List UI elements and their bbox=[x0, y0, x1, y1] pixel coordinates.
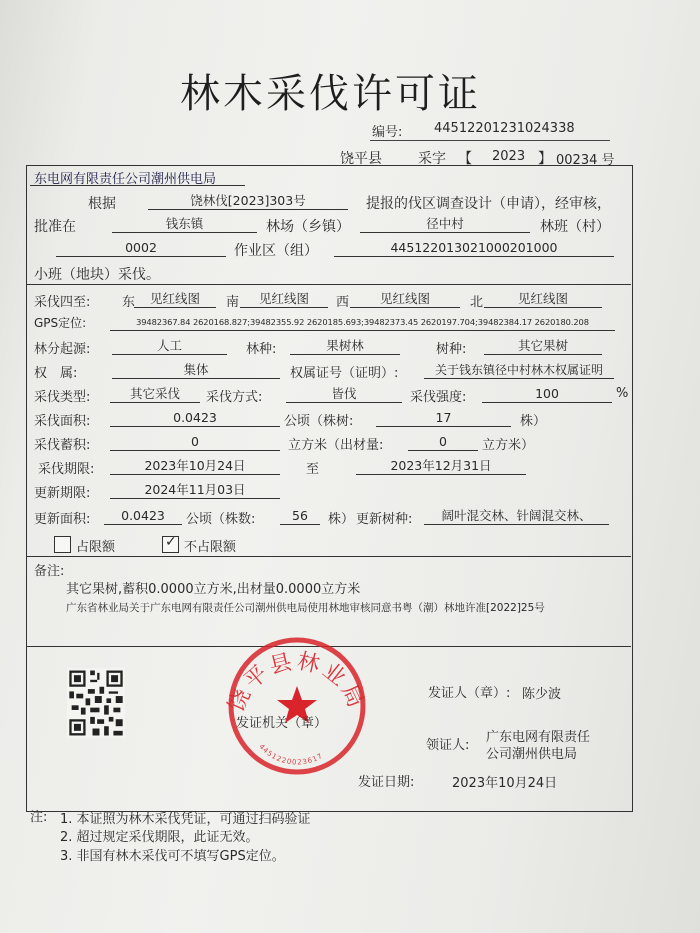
cut-type-label: 采伐类型: bbox=[34, 390, 91, 405]
percent-sign: % bbox=[616, 386, 629, 401]
forest-type-value: 果树林 bbox=[290, 338, 400, 355]
area-label: 采伐面积: bbox=[34, 414, 91, 429]
seal-text: 饶平县林业局 bbox=[224, 649, 370, 716]
tree-unit: 株） bbox=[520, 414, 547, 429]
linban-label: 林班（村） bbox=[540, 219, 610, 235]
species-value: 其它果树 bbox=[484, 338, 602, 355]
cut-type-value: 其它采伐 bbox=[110, 386, 200, 403]
period-label: 采伐期限: bbox=[38, 462, 95, 477]
receiver-line-2: 公司潮州供电局 bbox=[486, 747, 578, 762]
certificate-value: 关于钱东镇径中村林木权属证明 bbox=[424, 362, 614, 379]
permit-year: 2023 bbox=[492, 149, 526, 164]
cut-method-label: 采伐方式: bbox=[206, 390, 263, 405]
document-title: 林木采伐许可证 bbox=[180, 71, 481, 117]
notes-label: 注: bbox=[30, 810, 48, 825]
xiaoban-label: 小班（地块）采伐。 bbox=[34, 267, 160, 283]
bracket-close: 】 bbox=[538, 151, 552, 167]
cut-method-value: 皆伐 bbox=[286, 386, 402, 403]
south-boundary: 见红线图 bbox=[240, 291, 328, 308]
issue-date-label: 发证日期: bbox=[358, 775, 415, 790]
number-label: 编号: bbox=[372, 125, 403, 140]
issuer-person-label: 发证人（章）: bbox=[428, 686, 511, 701]
renew-tree-count: 56 bbox=[280, 508, 320, 525]
linban-value: 0002 bbox=[56, 240, 226, 257]
renew-species-value: 阔叶混交林、针阔混交林、 bbox=[424, 508, 609, 525]
forest-type-label: 林种: bbox=[246, 342, 277, 357]
bracket-open: 【 bbox=[458, 151, 472, 167]
origin-value: 人工 bbox=[112, 338, 227, 355]
word-label: 采字 bbox=[418, 151, 446, 167]
county: 饶平县 bbox=[340, 151, 382, 167]
area-value: 0.0423 bbox=[110, 410, 280, 427]
boundary-label: 采伐四至: bbox=[34, 295, 91, 310]
intensity-value: 100 bbox=[482, 386, 612, 403]
period-to: 至 bbox=[306, 462, 320, 477]
organization-name: 东电网有限责任公司潮州供电局 bbox=[34, 172, 217, 187]
remark-line-1: 其它果树,蓄积0.0000立方米,出材量0.0000立方米 bbox=[66, 582, 361, 597]
remark-label: 备注: bbox=[34, 564, 65, 579]
check-mark-icon: ✓ bbox=[165, 534, 177, 550]
note-1: 1. 本证照为林木采伐凭证，可通过扫码验证 bbox=[60, 812, 311, 827]
gps-label: GPS定位: bbox=[34, 316, 87, 330]
period-start: 2023年10月24日 bbox=[110, 458, 280, 475]
north-boundary: 见红线图 bbox=[484, 291, 602, 308]
renew-deadline-label: 更新期限: bbox=[34, 486, 91, 501]
output-unit: 立方米） bbox=[482, 438, 535, 453]
east-label: 东 bbox=[122, 295, 136, 310]
renew-deadline-value: 2024年11月03日 bbox=[110, 482, 280, 499]
note-3: 3. 非国有林木采伐可不填写GPS定位。 bbox=[60, 849, 285, 864]
official-seal bbox=[212, 628, 382, 783]
certificate-label: 权属证号（证明）: bbox=[290, 366, 399, 381]
quota-out-label: 不占限额 bbox=[184, 540, 237, 555]
renew-species-label: 更新树种: bbox=[356, 512, 413, 527]
renew-tree-unit: 株） bbox=[328, 512, 355, 527]
qr-code[interactable] bbox=[67, 668, 125, 738]
volume-label: 采伐蓄积: bbox=[34, 438, 91, 453]
renew-area-unit: 公顷（株数: bbox=[186, 512, 256, 527]
quota-out-checkbox[interactable] bbox=[162, 536, 179, 553]
north-label: 北 bbox=[470, 295, 484, 310]
origin-label: 林分起源: bbox=[34, 342, 91, 357]
volume-value: 0 bbox=[110, 434, 280, 451]
ownership-value: 集体 bbox=[112, 362, 280, 379]
issuer-person: 陈少波 bbox=[522, 687, 562, 702]
ownership-label: 权 属: bbox=[34, 366, 78, 381]
period-end: 2023年12月31日 bbox=[356, 458, 526, 475]
issuer-org-label: 发证机关（章） bbox=[236, 716, 328, 731]
basis-text: 提报的伐区调查设计（申请），经审核， bbox=[366, 196, 611, 212]
remark-line-2: 广东省林业局关于广东电网有限责任公司潮州供电局使用林地审核同意书粤（潮）林地许准[2022]25号 bbox=[66, 602, 545, 614]
renew-area-value: 0.0423 bbox=[104, 508, 182, 525]
farm-label: 林场（乡镇） bbox=[266, 219, 350, 235]
receiver-label: 领证人: bbox=[426, 738, 470, 753]
south-label: 南 bbox=[226, 295, 240, 310]
issue-date: 2023年10月24日 bbox=[452, 776, 558, 791]
gps-coordinates: 39482367.84 2620168.827;39482355.92 2620185.693;39482373.45 2620197.704;39482384.17 2620180.208 bbox=[110, 314, 615, 331]
tree-count: 17 bbox=[376, 410, 511, 427]
output-value: 0 bbox=[408, 434, 478, 451]
renew-area-label: 更新面积: bbox=[34, 512, 91, 527]
village: 径中村 bbox=[360, 216, 530, 233]
west-boundary: 见红线图 bbox=[350, 291, 460, 308]
volume-unit: 立方米（出材量: bbox=[288, 438, 384, 453]
area-unit: 公顷（株树: bbox=[284, 414, 354, 429]
intensity-label: 采伐强度: bbox=[410, 390, 467, 405]
approve-label: 批准在 bbox=[34, 219, 76, 235]
east-boundary: 见红线图 bbox=[134, 291, 216, 308]
note-2: 2. 超过规定采伐期限，此证无效。 bbox=[60, 830, 259, 845]
town: 钱东镇 bbox=[112, 216, 257, 233]
basis-document: 饶林伐[2023]303号 bbox=[148, 193, 348, 210]
receiver-line-1: 广东电网有限责任 bbox=[486, 730, 591, 745]
zone-label: 作业区（组） bbox=[234, 243, 318, 259]
quota-in-label: 占限额 bbox=[76, 540, 116, 555]
species-label: 树种: bbox=[436, 342, 467, 357]
serial-number: 00234 号 bbox=[556, 153, 615, 168]
basis-label: 根据 bbox=[88, 196, 116, 212]
zone-value: 445122013021000201000 bbox=[334, 240, 614, 257]
seal-number: 4451220023617 bbox=[257, 742, 325, 767]
quota-in-checkbox[interactable] bbox=[54, 536, 71, 553]
permit-number: 44512201231024338 bbox=[434, 121, 575, 136]
west-label: 西 bbox=[336, 295, 350, 310]
